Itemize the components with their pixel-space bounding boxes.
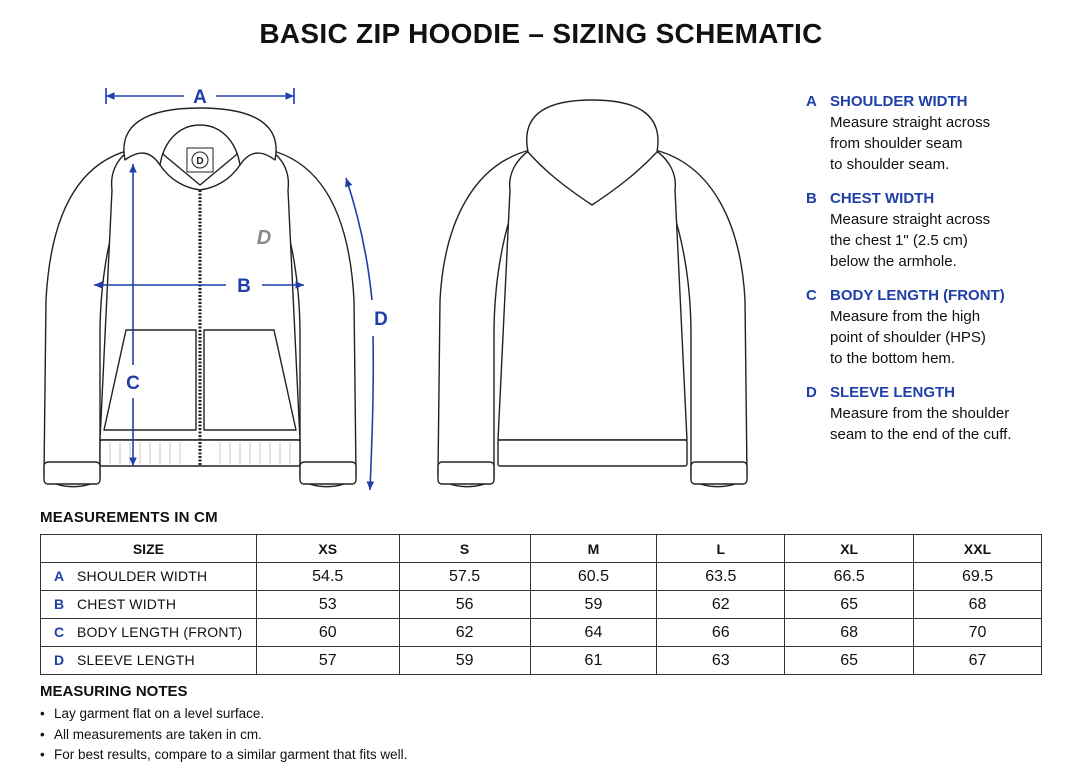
back-right-cuff <box>691 462 747 484</box>
legend-title: BODY LENGTH (FRONT) <box>830 287 1005 304</box>
table-cell: 64 <box>530 619 657 647</box>
row-name: CHEST WIDTH <box>77 596 177 612</box>
table-cell: 68 <box>785 619 914 647</box>
legend-title: CHEST WIDTH <box>830 190 935 207</box>
note-item: • All measurements are taken in cm. <box>40 725 407 746</box>
size-header-s: S <box>399 535 530 563</box>
dimension-label-a: A <box>193 87 207 108</box>
table-header-row <box>41 535 1042 563</box>
legend-letter: A <box>806 93 817 110</box>
size-column-header: SIZE <box>41 535 257 563</box>
measurement-legend <box>804 92 1074 459</box>
table-cell: 56 <box>399 591 530 619</box>
table-cell: 68 <box>914 591 1042 619</box>
table-row <box>41 591 1042 619</box>
dimension-label-d: D <box>374 309 388 330</box>
page-title: BASIC ZIP HOODIE – SIZING SCHEMATIC <box>259 18 823 49</box>
legend-letter: C <box>806 287 817 304</box>
table-cell: 63.5 <box>657 563 785 591</box>
table-cell: 61 <box>530 647 657 675</box>
table-cell: 67 <box>914 647 1042 675</box>
row-name: BODY LENGTH (FRONT) <box>77 624 243 640</box>
legend-description: Measure straight across from shoulder seam to shoulder seam. <box>830 114 991 173</box>
size-header-l: L <box>657 535 785 563</box>
table-cell: 53 <box>256 591 399 619</box>
table-cell: 57.5 <box>399 563 530 591</box>
back-left-cuff <box>438 462 494 484</box>
row-letter: A <box>53 568 65 584</box>
size-header-xxl: XXL <box>914 535 1042 563</box>
row-label <box>41 591 257 619</box>
table-cell: 60 <box>256 619 399 647</box>
table-cell: 66 <box>657 619 785 647</box>
chest-logo: D <box>256 227 272 249</box>
table-cell: 57 <box>256 647 399 675</box>
dimension-label-b: B <box>237 276 251 297</box>
table-row <box>41 619 1042 647</box>
legend-letter: B <box>806 190 817 207</box>
row-name: SHOULDER WIDTH <box>77 568 208 584</box>
row-letter: C <box>53 624 65 640</box>
row-label <box>41 619 257 647</box>
notes-list <box>40 704 407 766</box>
table-cell: 54.5 <box>256 563 399 591</box>
table-cell: 59 <box>530 591 657 619</box>
back-waistband <box>498 440 687 466</box>
table-row <box>41 647 1042 675</box>
table-cell: 65 <box>785 591 914 619</box>
table-cell: 66.5 <box>785 563 914 591</box>
table-row <box>41 563 1042 591</box>
legend-item-chest-width <box>804 189 1074 272</box>
front-right-cuff <box>300 462 356 484</box>
table-cell: 69.5 <box>914 563 1042 591</box>
table-cell: 62 <box>657 591 785 619</box>
legend-letter: D <box>806 384 817 401</box>
measurements-heading: MEASUREMENTS IN CM <box>40 509 218 526</box>
table-cell: 70 <box>914 619 1042 647</box>
row-label <box>41 647 257 675</box>
table-cell: 59 <box>399 647 530 675</box>
back-hoodie-drawing <box>438 100 747 487</box>
hood-label-letter: D <box>196 156 204 167</box>
table-cell: 63 <box>657 647 785 675</box>
legend-description: Measure straight across the chest 1" (2.5 cm) below the armhole. <box>830 211 991 270</box>
legend-item-sleeve-length <box>804 383 1074 445</box>
size-header-xs: XS <box>256 535 399 563</box>
row-letter: D <box>53 652 65 668</box>
dimension-label-c: C <box>126 373 140 394</box>
row-label <box>41 563 257 591</box>
legend-description: Measure from the shoulder seam to the end of the cuff. <box>830 405 1012 443</box>
note-item: • Lay garment flat on a level surface. <box>40 704 407 725</box>
row-name: SLEEVE LENGTH <box>77 652 195 668</box>
legend-title: SLEEVE LENGTH <box>830 384 956 401</box>
size-chart-table <box>40 534 1042 675</box>
row-letter: B <box>53 596 65 612</box>
legend-title: SHOULDER WIDTH <box>830 93 968 110</box>
table-cell: 65 <box>785 647 914 675</box>
legend-description: Measure from the high point of shoulder (HPS) to the bottom hem. <box>830 308 986 367</box>
table-cell: 60.5 <box>530 563 657 591</box>
notes-heading: MEASURING NOTES <box>40 683 188 700</box>
legend-item-shoulder-width <box>804 92 1074 175</box>
size-header-m: M <box>530 535 657 563</box>
note-item: • For best results, compare to a similar garment that fits well. <box>40 745 407 766</box>
table-cell: 62 <box>399 619 530 647</box>
front-left-cuff <box>44 462 100 484</box>
size-header-xl: XL <box>785 535 914 563</box>
legend-item-body-length <box>804 286 1074 369</box>
